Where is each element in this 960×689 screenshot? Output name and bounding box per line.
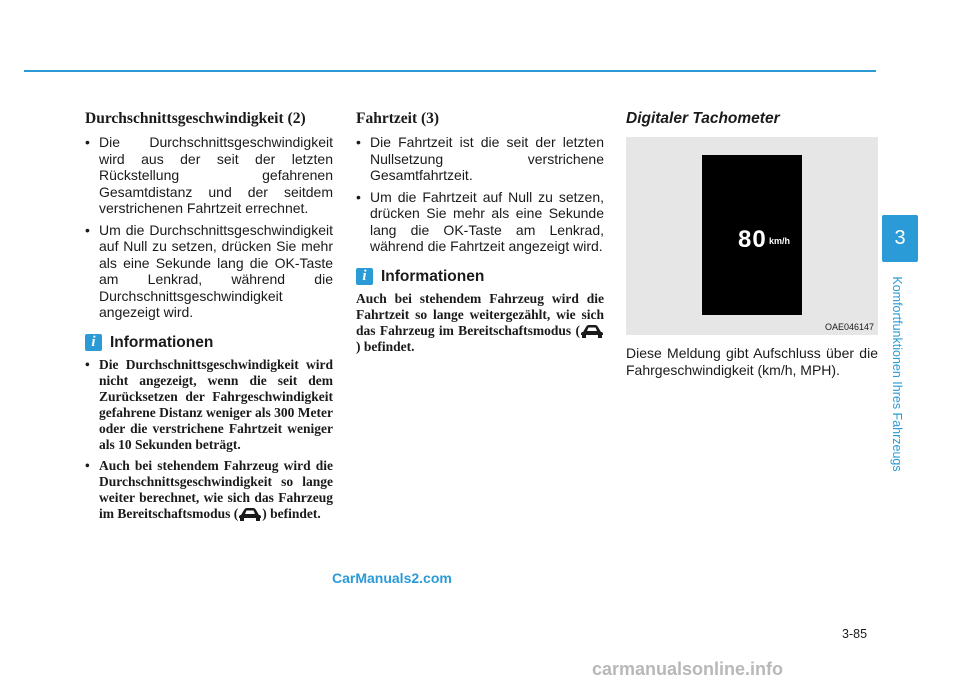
info-text-part: ) befindet. (262, 505, 321, 521)
list-item: • Um die Durchschnittsgeschwindigkeit auf Null zu setzen, drücken Sie mehr als eine Sekunde lang die OK-Taste am Lenkrad, während die Durchschnittsgeschwindigkeit angezeigt wird. (85, 222, 333, 321)
list-item: • Die Fahrtzeit ist die seit der letzten Nullsetzung verstrichene Gesamtfahrtzeit. (356, 134, 604, 184)
info-paragraph (356, 291, 604, 355)
info-text-part: Auch bei stehendem Fahrzeug wird die Fahrtzeit so lange weitergezählt, wie sich das Fahrzeug im Bereitschaftsmodus ( (356, 290, 604, 338)
speedometer-figure (626, 137, 878, 335)
column-digital-speedometer (626, 110, 878, 378)
info-header (85, 334, 333, 352)
speed-value: 80 (738, 226, 767, 253)
info-header (356, 268, 604, 286)
heading-digital-speedometer: Digitaler Tachometer (626, 110, 780, 127)
chapter-tab: 3 (882, 215, 918, 262)
top-rule (24, 70, 876, 72)
column-average-speed (85, 110, 333, 527)
info-list (85, 357, 333, 522)
driving-time-list (356, 134, 604, 255)
info-text-part: ) befindet. (356, 338, 415, 354)
page-number: 3-85 (842, 627, 868, 641)
info-title: Informationen (110, 333, 214, 351)
heading-driving-time: Fahrtzeit (3) (356, 110, 440, 127)
list-item: • Die Durchschnittsgeschwindigkeit wird nicht angezeigt, wenn die seit dem Zurücksetzen der Fahrgeschwindigkeit gefahrene Distanz weniger als 300 Meter oder die verstrichene Fahrtzeit weniger als 10 Sekunden beträgt. (85, 357, 333, 453)
list-item: • Die Durchschnittsgeschwindigkeit wird aus der seit der letzten Rückstellung gefahrenen Gesamtdistanz und der seitdem verstrichenen Fahrtzeit errechnet. (85, 134, 333, 217)
watermark-link[interactable]: CarManuals2.com (332, 570, 452, 586)
info-text-part: Auch bei stehendem Fahrzeug wird die Durchschnittsgeschwindigkeit so lange weiter berechnet, wie sich das Fahrzeug im Bereitschaftsmodus ( (99, 457, 333, 521)
heading-average-speed: Durchschnittsgeschwindigkeit (2) (85, 110, 306, 127)
cluster-display (702, 155, 802, 315)
list-item: • Um die Fahrtzeit auf Null zu setzen, drücken Sie mehr als eine Sekunde lang die OK-Taste am Lenkrad, während die Fahrtzeit angezeigt wird. (356, 189, 604, 255)
list-item (85, 458, 333, 522)
chapter-title: Komfortfunktionen Ihres Fahrzeugs (890, 276, 904, 472)
car-icon (238, 507, 262, 521)
speed-unit: km/h (769, 236, 791, 246)
column-driving-time (356, 110, 604, 355)
speedometer-description: Diese Meldung gibt Aufschluss über die Fahrgeschwindigkeit (km/h, MPH). (626, 345, 878, 378)
average-speed-list (85, 134, 333, 321)
info-icon: i (85, 334, 102, 351)
info-title: Informationen (381, 267, 485, 285)
car-icon (580, 324, 604, 338)
watermark-bottom: carmanualsonline.info (592, 659, 784, 679)
info-icon: i (356, 268, 373, 285)
figure-code: OAE046147 (824, 322, 874, 332)
